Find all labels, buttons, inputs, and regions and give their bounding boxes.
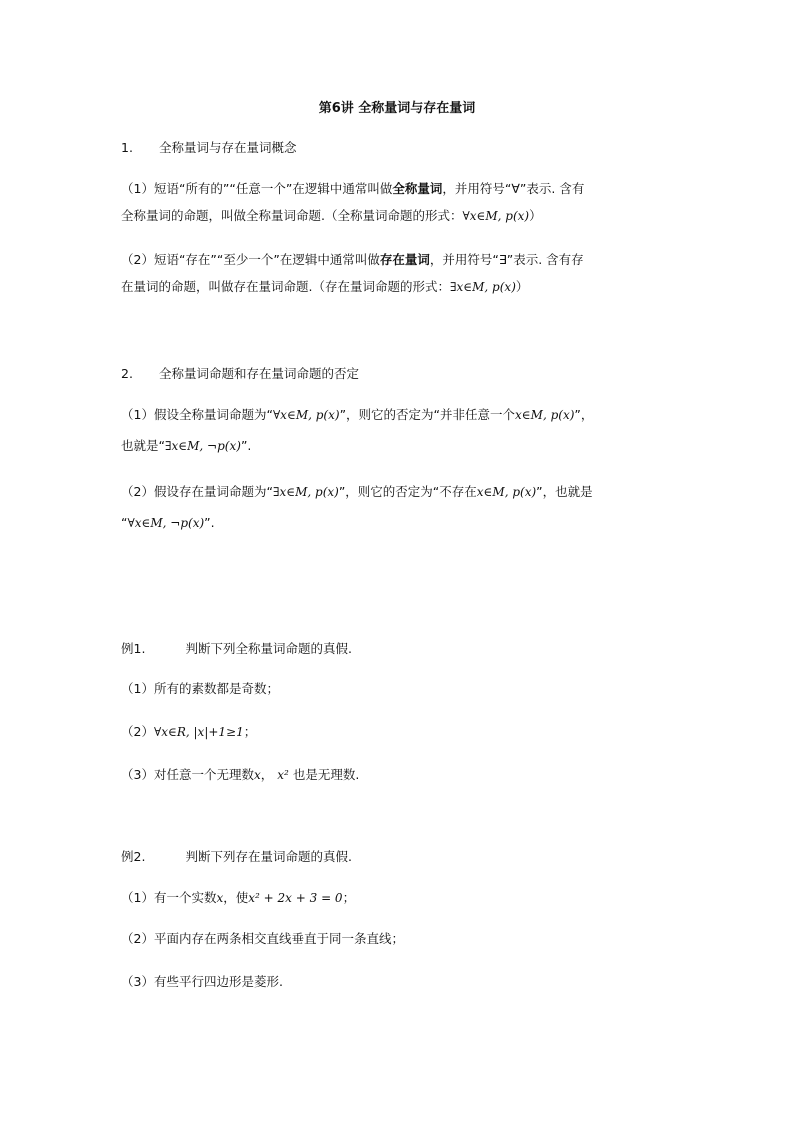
text: （2）: [121, 724, 154, 739]
formula: x²: [277, 768, 289, 782]
s1-paragraph-2-line-1: [121, 251, 584, 269]
page-title: 第6讲 全称量词与存在量词: [318, 101, 476, 116]
bold-term: 全称量词: [392, 181, 443, 196]
text: ，: [260, 767, 274, 782]
text: （1）短语“所有的”“任意一个”在逻辑中通常叫做: [121, 181, 393, 196]
text: 全称量词的命题，叫做全称量词命题.（全称量词命题的形式：: [121, 208, 463, 223]
example-2-text: 判断下列存在量词命题的真假.: [185, 849, 352, 864]
example-1-label: 例1.: [121, 641, 146, 656]
text: 也就是“: [121, 438, 165, 453]
formula: ∀x∈M, p(x): [272, 408, 340, 422]
formula: ∃x∈M, p(x): [449, 280, 516, 294]
section-1-number: 1.: [121, 140, 133, 155]
text: ，使: [223, 890, 249, 905]
text: ；: [243, 724, 257, 739]
example-2-heading: [121, 848, 352, 866]
formula: x∈M, p(x): [476, 485, 537, 499]
text: （2）短语“存在”“至少一个”在逻辑中通常叫做: [121, 252, 380, 267]
text: ）: [515, 279, 529, 294]
section-1-heading: [121, 139, 296, 157]
variable: x: [216, 891, 224, 905]
text: （1）假设全称量词命题为“: [121, 407, 273, 422]
example-1-text: 判断下列全称量词命题的真假.: [185, 641, 352, 656]
s1-paragraph-2-line-2: [121, 278, 528, 296]
section-2-title: 全称量词命题和存在量词命题的否定: [158, 366, 359, 381]
text: ）: [529, 208, 542, 223]
s2-paragraph-2-line-1: [121, 483, 593, 501]
s2-paragraph-1-line-2: [121, 437, 251, 455]
example-1-heading: [121, 640, 352, 658]
text: ；: [342, 890, 356, 905]
text: “: [121, 515, 128, 530]
section-1-title: 全称量词与存在量词概念: [158, 140, 297, 155]
section-2-number: 2.: [121, 366, 133, 381]
s1-paragraph-1-line-1: [121, 180, 584, 198]
section-2-heading: [121, 365, 359, 383]
example-2-item-1: [121, 889, 355, 907]
formula: ∀x∈R, |x|+1≥1: [153, 725, 244, 739]
variable: x: [253, 768, 261, 782]
example-1-item-1: （1）所有的素数都是奇数；: [121, 681, 279, 696]
text: ，并用符号“∀”表示. 含有: [442, 181, 585, 196]
example-1-item-2: [121, 723, 256, 741]
text: ，并用符号“∃”表示. 含有存: [429, 252, 584, 267]
text: （2）假设存在量词命题为“: [121, 484, 273, 499]
text: （3）对任意一个无理数: [121, 767, 254, 782]
example-2-label: 例2.: [121, 849, 146, 864]
formula: ∃x∈M, ¬p(x): [164, 439, 241, 453]
text: ”，: [574, 407, 594, 422]
s2-paragraph-2-line-2: [121, 514, 215, 532]
formula: x∈M, p(x): [515, 408, 575, 422]
s2-paragraph-1-line-1: [121, 406, 593, 424]
example-2-item-2: （2）平面内存在两条相交直线垂直于同一条直线；: [121, 931, 404, 946]
text: ”，则它的否定为“不存在: [338, 484, 477, 499]
formula: ∃x∈M, p(x): [272, 485, 339, 499]
formula: x² + 2x + 3 = 0: [248, 891, 343, 905]
formula: ∀x∈M, p(x): [462, 209, 530, 223]
text: ”，也就是: [536, 484, 593, 499]
formula: ∀x∈M, ¬p(x): [127, 516, 205, 530]
text: 也是无理数.: [292, 767, 360, 782]
text: ”.: [204, 515, 215, 530]
text: ”.: [240, 438, 252, 453]
text: （1）有一个实数: [121, 890, 217, 905]
example-2-item-3: （3）有些平行四边形是菱形.: [121, 974, 283, 989]
example-1-item-3: [121, 766, 359, 784]
s1-paragraph-1-line-2: [121, 207, 542, 225]
text: ”，则它的否定为“并非任意一个: [339, 407, 516, 422]
text: 在量词的命题，叫做存在量词命题.（存在量词命题的形式：: [121, 279, 450, 294]
bold-term: 存在量词: [379, 252, 430, 267]
